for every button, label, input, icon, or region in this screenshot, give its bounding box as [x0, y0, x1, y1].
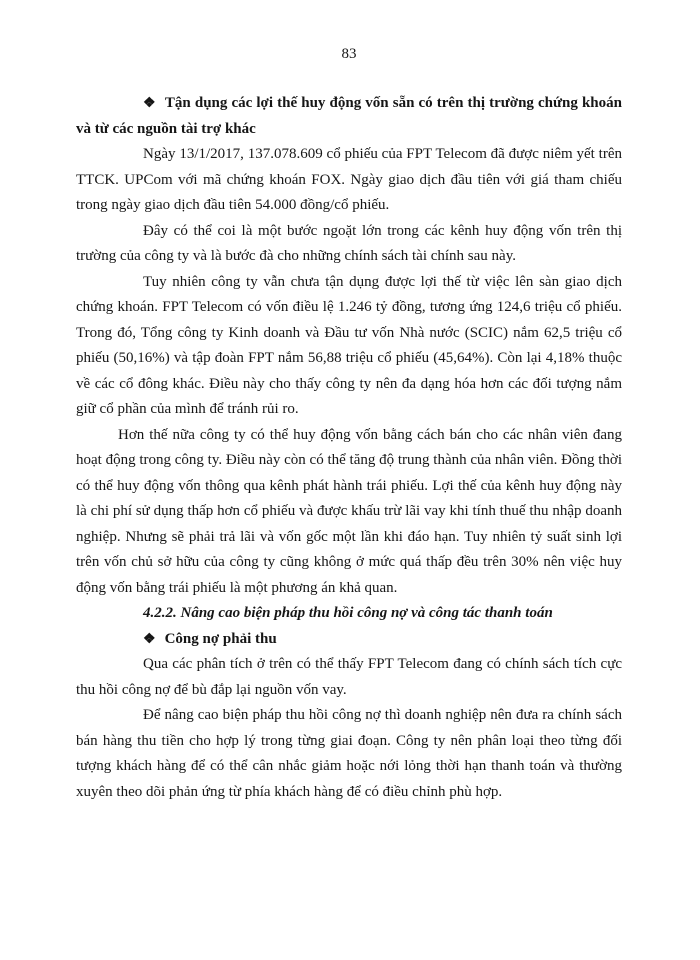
paragraph-employee-shares-bonds: Hơn thế nữa công ty có thể huy động vốn bằng cách bán cho các nhân viên đang hoạt động trong công ty. Điều này còn có thể tăng độ trung thành của nhân viên. Đồng thời có thể huy động vốn thông qua kênh phát hành trái phiếu. Lợi thế của kênh huy động này là chi phí sử dụng thấp hơn cổ phiếu và được khấu trừ lãi vay khi tính thuế thu nhập doanh nghiệp. Nhưng sẽ phải trả lãi và vốn gốc một lần khi đáo hạn. Tuy nhiên tỷ suất sinh lợi trên vốn chủ sở hữu của công ty cũng không ở mức quá thấp đều trên 30% nên việc huy động vốn bằng trái phiếu là một phương án khả quan.: [76, 426, 623, 596]
paragraph-shareholder-structure: Tuy nhiên công ty vẫn chưa tận dụng được lợi thế từ việc lên sàn giao dịch chứng khoán. FPT Telecom có vốn điều lệ 1.246 tỷ đồng, tương ứng 124,6 triệu cổ phiếu. Trong đó, Tổng công ty Kinh doanh và Đầu tư vốn Nhà nước (SCIC) nắm 62,5 triệu cổ phiếu (50,16%) và tập đoàn FPT nắm 56,88 triệu cổ phiếu (45,64%). Còn lại 4,18% thuộc về các cổ đông khác. Điều này cho thấy công ty nên đa dạng hóa hơn các đối tượng nắm giữ cổ phần của mình để tránh rủi ro.: [76, 273, 622, 417]
paragraph-milestone: Đây có thể coi là một bước ngoặt lớn trong các kênh huy động vốn trên thị trường của công ty và là bước đà cho những chính sách tài chính sau này.: [76, 222, 622, 264]
diamond-bullet-icon: ❖: [143, 96, 156, 111]
section-heading-text: Tận dụng các lợi thế huy động vốn sẵn có trên thị trường chứng khoán và từ các nguồn tài trợ khác: [76, 95, 622, 137]
paragraph-listing-fox: Ngày 13/1/2017, 137.078.609 cổ phiếu của FPT Telecom đã được niêm yết trên TTCK. UPCom với mã chứng khoán FOX. Ngày giao dịch đầu tiên với giá tham chiếu trong ngày giao dịch đầu tiên 54.000 đồng/cổ phiếu.: [76, 146, 622, 213]
section-heading-4-2-2: 4.2.2. Nâng cao biện pháp thu hồi công nợ và công tác thanh toán: [143, 605, 553, 621]
paragraph-sales-policy: Để nâng cao biện pháp thu hồi công nợ thì doanh nghiệp nên đưa ra chính sách bán hàng thu tiền cho hợp lý trong từng giai đoạn. Công ty nên phân loại theo từng đối tượng khách hàng để có thể cân nhắc giảm hoặc nới lỏng thời hạn thanh toán và thường xuyên theo dõi phản ứng từ phía khách hàng để có điều chỉnh phù hợp.: [76, 707, 622, 800]
diamond-bullet-icon: ❖: [143, 631, 156, 647]
subsection-heading-receivables: [76, 627, 622, 653]
section-heading-capital-advantages: [76, 91, 622, 142]
paragraph-debt-collection-policy: Qua các phân tích ở trên có thể thấy FPT Telecom đang có chính sách tích cực thu hồi công nợ để bù đắp lại nguồn vốn vay.: [76, 656, 622, 698]
page-number: 83: [341, 46, 357, 62]
document-body: [76, 91, 622, 805]
subsection-heading-text: Công nợ phải thu: [164, 630, 277, 647]
